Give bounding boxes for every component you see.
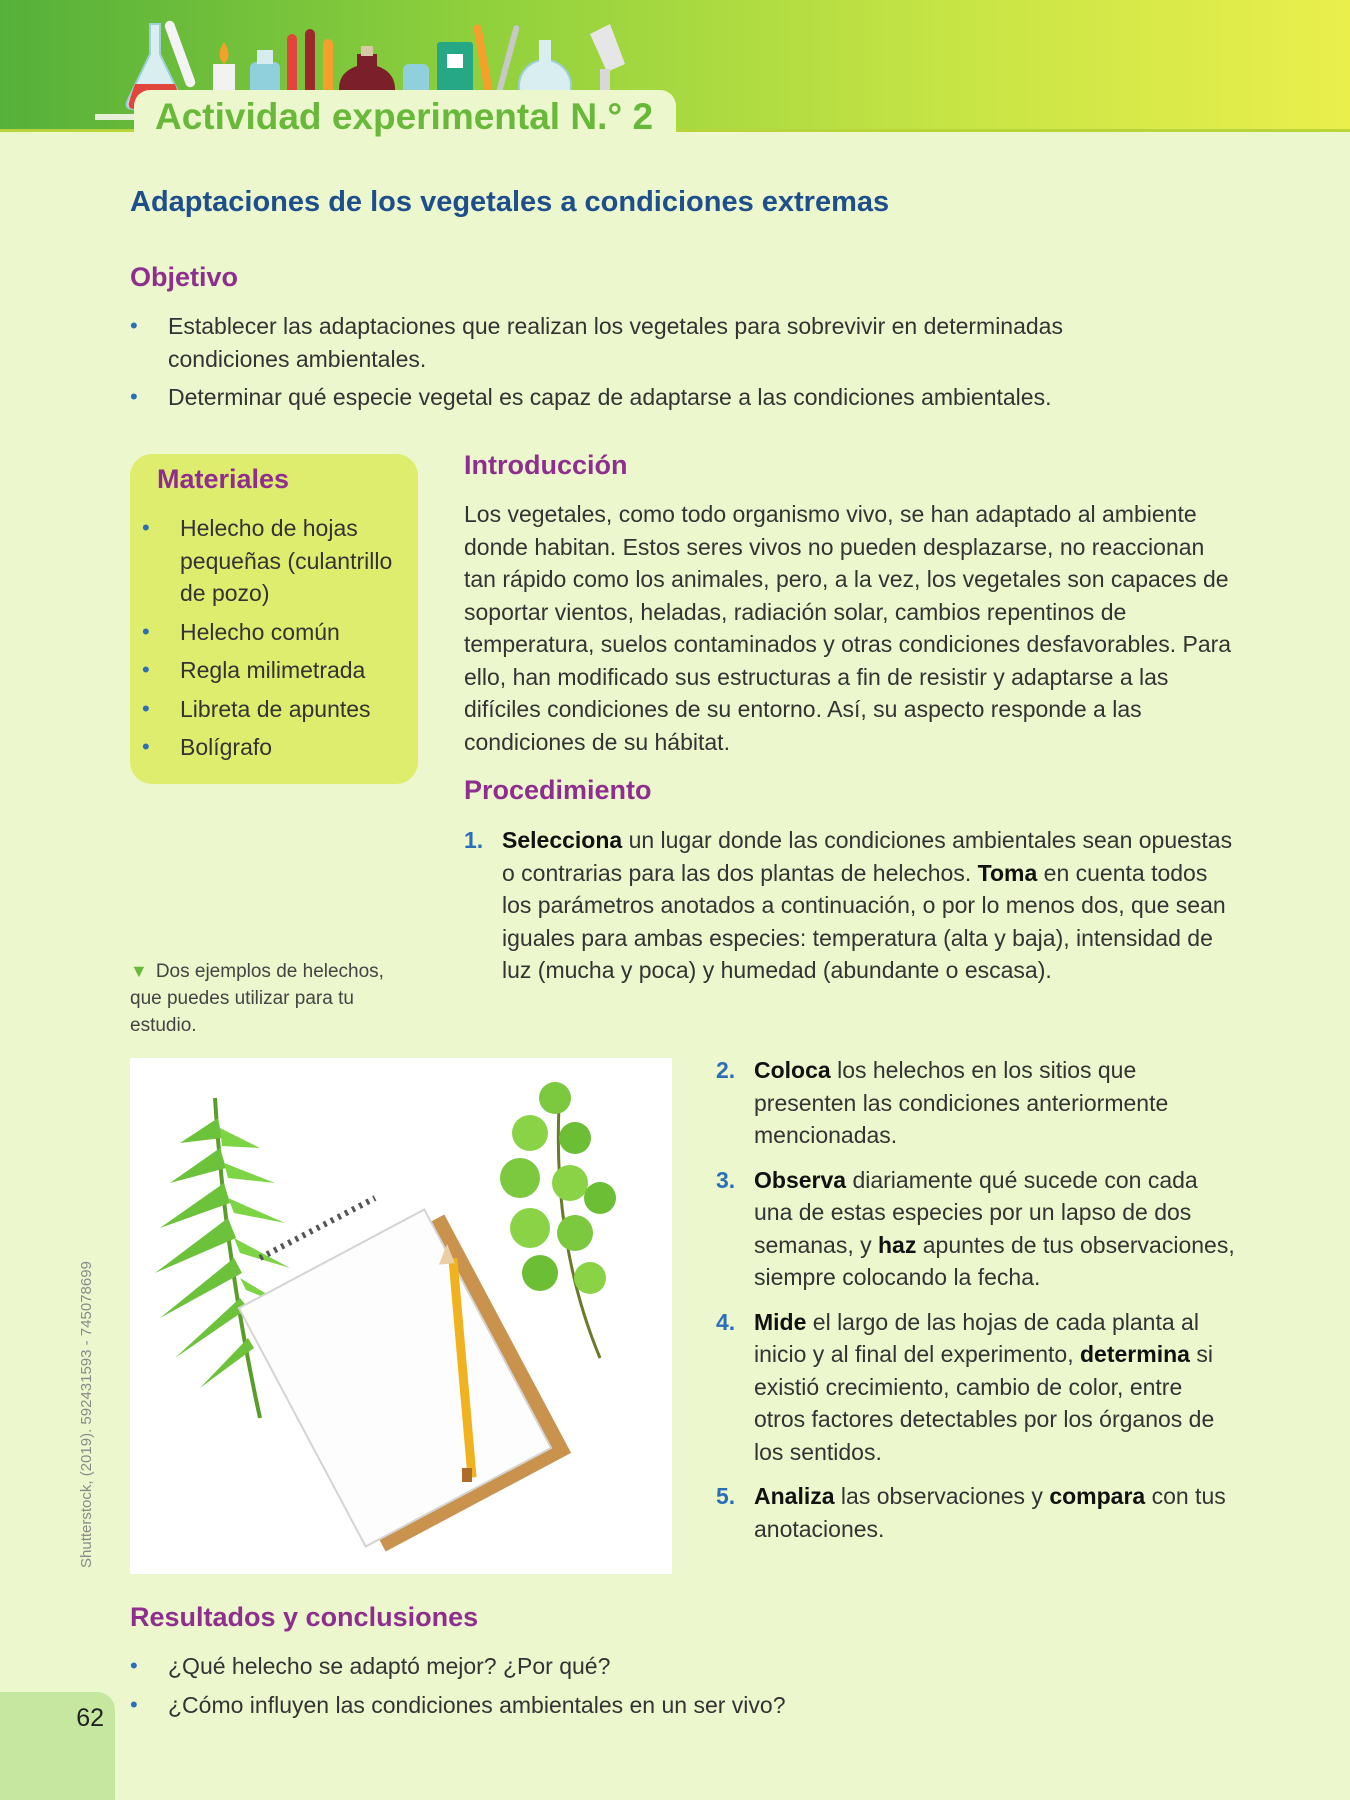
materials-box — [130, 454, 418, 784]
list-item: • Helecho de hojas pequeñas (culantrillo de pozo) — [142, 512, 412, 610]
photo-caption: ▼ Dos ejemplos de helechos, que puedes utilizar para tu estudio. — [130, 961, 384, 1036]
procedure-list-part1 — [464, 824, 1234, 987]
rod-icon — [495, 24, 520, 98]
bullet-icon: • — [142, 695, 150, 721]
materiales-heading: Materiales — [157, 464, 290, 494]
step-number: 1. — [464, 827, 484, 853]
bullet-icon: • — [142, 734, 150, 759]
bullet-icon: • — [142, 618, 150, 644]
bullet-icon: • — [130, 313, 138, 338]
bullet-icon: • — [130, 384, 138, 409]
materials-list — [142, 512, 412, 770]
objetivo-list — [130, 310, 1130, 420]
resultados-list — [130, 1650, 1130, 1727]
procedure-step-2: 2. Coloca los helechos en los sitios que presenten las condiciones anteriormente mencionadas. — [716, 1054, 1236, 1152]
list-item: • Libreta de apuntes — [142, 693, 412, 726]
introduccion-heading: Introducción — [464, 450, 628, 480]
procedimiento-heading: Procedimiento — [464, 775, 652, 805]
triangle-down-icon: ▼ — [130, 961, 148, 981]
page-number: 62 — [76, 1704, 104, 1732]
maidenhair-fern-icon — [500, 1082, 616, 1358]
list-item: • Bolígrafo — [142, 731, 412, 764]
list-item: • Determinar qué especie vegetal es capaz de adaptarse a las condiciones ambientales. — [130, 381, 1130, 414]
bullet-icon: • — [130, 1691, 138, 1717]
list-item: • Helecho común — [142, 616, 412, 649]
activity-title: Actividad experimental N.° 2 — [155, 96, 654, 137]
procedure-list-part2 — [716, 1054, 1236, 1557]
ferns-and-notebook-illustration — [130, 1058, 672, 1574]
step-number: 2. — [716, 1057, 736, 1083]
bullet-icon: • — [142, 515, 150, 540]
ferns-photo — [130, 1058, 672, 1574]
bullet-icon: • — [142, 657, 150, 682]
procedure-step-1: 1. Selecciona un lugar donde las condiciones ambientales sean opuestas o contrarias para las dos plantas de helechos. Toma en cuenta todos los parámetros anotados a continuación, o por lo menos dos, que sean iguales para ambas especies: temperatura (alta y baja), intensidad de luz (mucha y poca) y humedad (abundante o escasa). — [464, 824, 1234, 987]
fern-leaf-icon — [155, 1098, 290, 1418]
list-item: • ¿Qué helecho se adaptó mejor? ¿Por qué? — [130, 1650, 1130, 1683]
step-number: 5. — [716, 1483, 736, 1509]
page-title: Adaptaciones de los vegetales a condiciones extremas — [130, 186, 890, 218]
procedure-step-4: 4. Mide el largo de las hojas de cada planta al inicio y al final del experimento, determina si existió crecimiento, cambio de color, entre otros factores detectables por los órganos de los sentidos. — [716, 1306, 1236, 1469]
bullet-icon: • — [130, 1653, 138, 1678]
microscope-icon — [590, 24, 625, 72]
objetivo-heading: Objetivo — [130, 262, 239, 292]
procedure-step-5: 5. Analiza las observaciones y compara con tus anotaciones. — [716, 1480, 1236, 1545]
list-item: • Establecer las adaptaciones que realizan los vegetales para sobrevivir en determinadas condiciones ambientales. — [130, 310, 1130, 375]
list-item: • Regla milimetrada — [142, 654, 412, 687]
pipette-icon — [473, 24, 493, 94]
step-number: 3. — [716, 1166, 736, 1193]
procedure-step-3: 3. Observa diariamente qué sucede con cada una de estas especies por un lapso de dos semanas, y haz apuntes de tus observaciones, siempre colocando la fecha. — [716, 1164, 1236, 1294]
introduccion-text: Los vegetales, como todo organismo vivo, se han adaptado al ambiente donde habitan. Estos seres vivos no pueden desplazarse, no reaccionan tan rápido como los animales, pero, a la vez, los vegetales son capaces de soportar vientos, heladas, radiación solar, cambios repentinos de temperatura, suelos contaminados y otras condiciones desfavorables. Para ello, han modificado sus estructuras a fin de resistir y adaptarse a las difíciles condiciones de su entorno. Así, su aspecto responde a las condiciones de su hábitat. — [464, 501, 1232, 755]
resultados-heading: Resultados y conclusiones — [130, 1602, 479, 1632]
step-number: 4. — [716, 1308, 736, 1335]
list-item: • ¿Cómo influyen las condiciones ambientales en un ser vivo? — [130, 1689, 1130, 1722]
notebook-icon — [239, 1198, 571, 1551]
photo-credit: Shutterstock, (2019). 592431593 - 745078699 — [78, 1261, 95, 1568]
